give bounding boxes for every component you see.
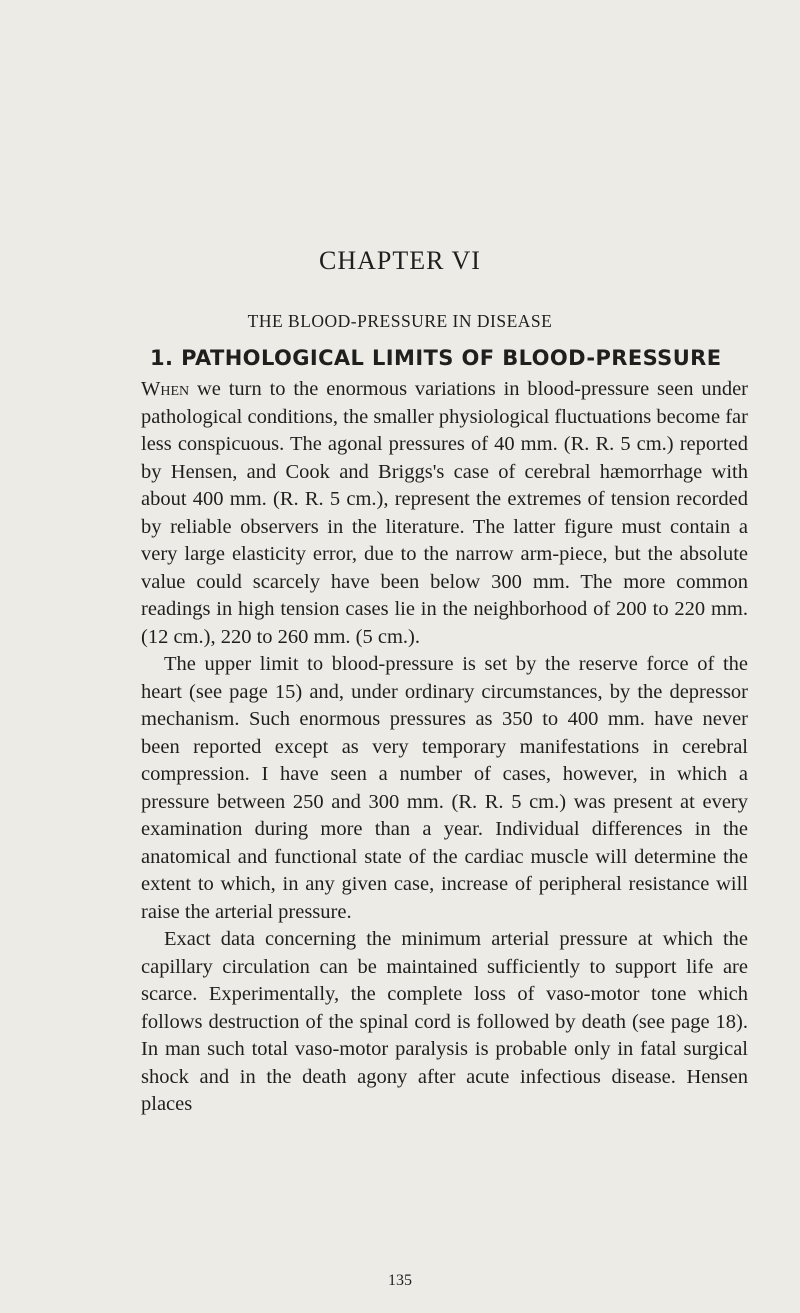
section-heading: 1. PATHOLOGICAL LIMITS OF BLOOD-PRESSURE	[150, 346, 722, 370]
paragraph-2: The upper limit to blood-pressure is set by the reserve force of the heart (see page 15) and, under ordinary circumstances, by the depressor mechanism. Such enormous pressures as 350 to 400 mm. have never been reported except as very temporary manifestations in cerebral compression. I have seen a number of cases, however, in which a pressure between 250 and 300 mm. (R. R. 5 cm.) was present at every examination during more than a year. Individual differences in the anatomical and functional state of the cardiac muscle will determine the extent to which, in any given case, increase of peripheral resistance will raise the arterial pressure.	[141, 653, 748, 923]
paragraph-1	[141, 354, 748, 651]
page-number: 135	[388, 1272, 412, 1289]
paragraph-1-text: we turn to the enormous variations in blood-pressure seen under pathological conditions, the smaller physiological fluctuations become far less conspicuous. The agonal pressures of 40 mm. (R. R. 5 cm.) reported by Hensen, and Cook and Briggs's case of cerebral hæmorrhage with about 400 mm. (R. R. 5 cm.), represent the extremes of tension recorded by reliable observers in the literature. The latter figure must contain a very large elasticity error, due to the narrow arm-piece, but the absolute value could scarcely have been below 300 mm. The more common readings in high tension cases lie in the neighborhood of 200 to 220 mm. (12 cm.), 220 to 260 mm. (5 cm.).	[141, 378, 748, 648]
chapter-subtitle: THE BLOOD-PRESSURE IN DISEASE	[247, 311, 553, 331]
paragraph-lead-word: When	[141, 378, 190, 400]
chapter-title: CHAPTER VI	[319, 246, 481, 275]
body-text	[141, 354, 748, 1119]
paragraph-3: Exact data concerning the minimum arterial pressure at which the capillary circulation can be maintained sufficiently to support life are scarce. Experimentally, the complete loss of vaso-motor tone which follows destruction of the spinal cord is followed by death (see page 18). In man such total vaso-motor paralysis is probable only in fatal surgical shock and in the death agony after acute infectious disease. Hensen places	[141, 928, 748, 1115]
